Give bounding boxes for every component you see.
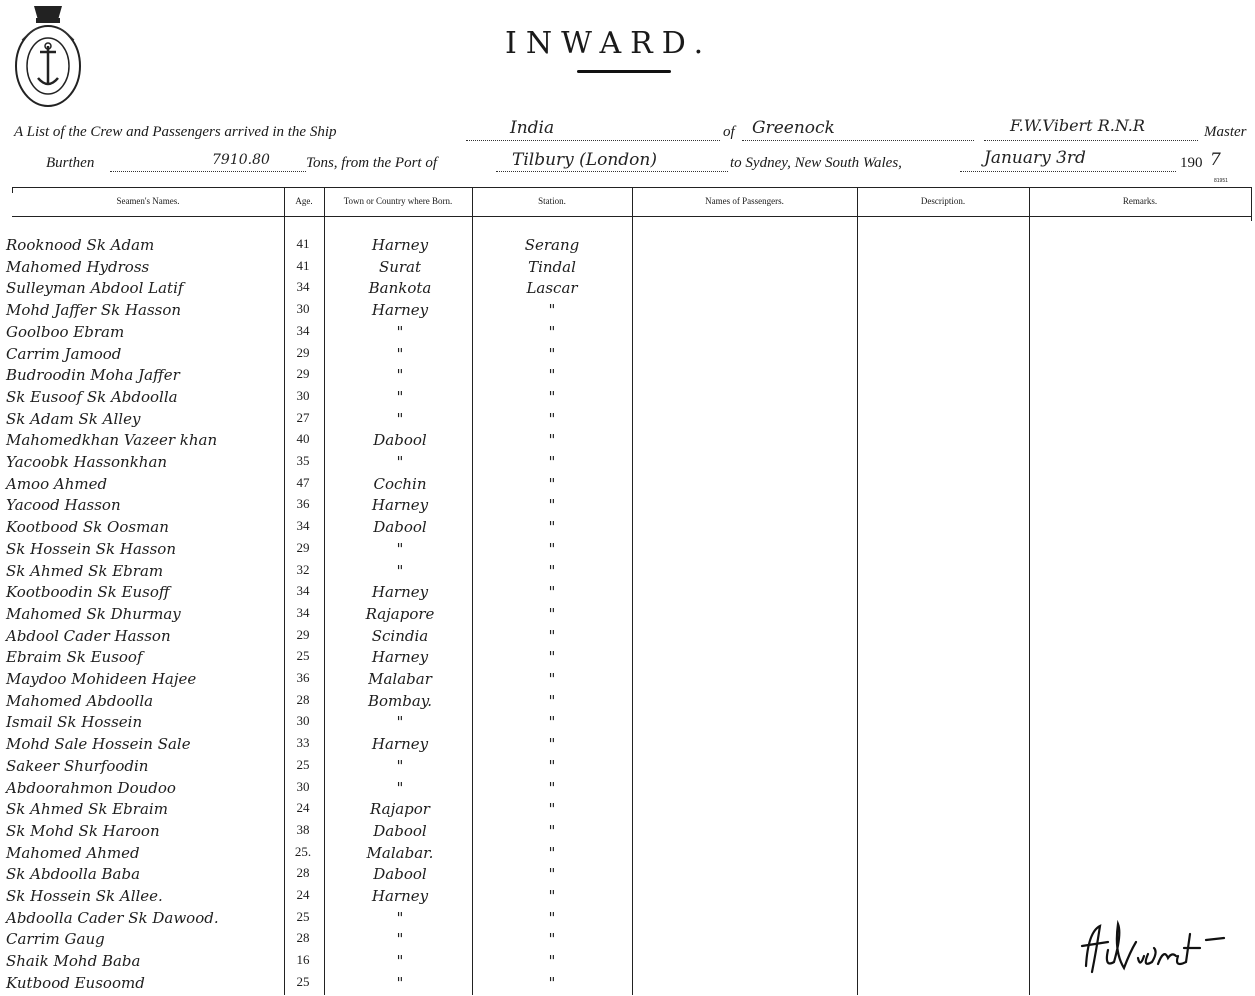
crew-birthplace: Harney bbox=[371, 735, 429, 754]
crew-age: 30 bbox=[296, 778, 310, 794]
crew-birthplace: Malabar. bbox=[366, 843, 434, 862]
crew-row bbox=[0, 713, 1255, 735]
crew-station: " bbox=[548, 604, 556, 623]
crew-birthplace: " bbox=[396, 713, 404, 732]
crew-birthplace: " bbox=[396, 561, 404, 580]
crew-age: 25. bbox=[294, 843, 312, 859]
crew-station: " bbox=[548, 496, 556, 515]
crew-row bbox=[0, 627, 1255, 649]
master-label: Master bbox=[1204, 124, 1247, 140]
crew-station: " bbox=[548, 952, 556, 971]
crew-name: Kutbood Eusoomd bbox=[6, 973, 145, 992]
crew-birthplace: " bbox=[396, 387, 404, 406]
port-of-registry: Greenock bbox=[752, 118, 835, 138]
crew-name: Yacood Hasson bbox=[6, 496, 121, 515]
crew-row bbox=[0, 518, 1255, 540]
form-number: 81951 bbox=[1214, 178, 1228, 184]
crew-station: Tindal bbox=[528, 257, 576, 276]
crew-birthplace: Harney bbox=[371, 301, 429, 320]
crew-station: " bbox=[548, 778, 556, 797]
col-header-station: Station. bbox=[538, 196, 566, 206]
crew-name: Mohd Jaffer Sk Hasson bbox=[6, 301, 182, 320]
crew-birthplace: Dabool bbox=[373, 518, 427, 537]
crew-row bbox=[0, 583, 1255, 605]
crew-station: " bbox=[548, 821, 556, 840]
crew-row bbox=[0, 865, 1255, 887]
crew-age: 28 bbox=[296, 930, 310, 946]
crew-age: 36 bbox=[296, 496, 310, 512]
crew-age: 29 bbox=[296, 344, 310, 360]
crew-station: " bbox=[548, 930, 556, 949]
crew-age: 35 bbox=[296, 453, 310, 468]
crew-birthplace: " bbox=[396, 322, 404, 341]
crew-birthplace: Dabool bbox=[373, 431, 427, 450]
date-field-line bbox=[960, 171, 1176, 172]
crew-row bbox=[0, 345, 1255, 367]
crew-row bbox=[0, 887, 1255, 909]
crew-birthplace: Harney bbox=[371, 887, 429, 905]
crew-row bbox=[0, 670, 1255, 692]
crew-row bbox=[0, 431, 1255, 453]
master-signature bbox=[1078, 912, 1253, 992]
ship-name: India bbox=[510, 118, 555, 138]
crew-station: " bbox=[548, 366, 556, 385]
crew-age: 25 bbox=[296, 973, 310, 989]
crew-age: 28 bbox=[296, 691, 310, 707]
crew-station: Lascar bbox=[526, 279, 578, 298]
crew-name: Sk Eusoof Sk Abdoolla bbox=[6, 387, 178, 406]
crew-age: 36 bbox=[296, 670, 310, 685]
crew-birthplace: Cochin bbox=[373, 474, 427, 493]
crew-station: " bbox=[548, 800, 556, 819]
crew-station: " bbox=[548, 626, 556, 645]
crew-birthplace: Scindia bbox=[371, 626, 429, 645]
crew-row bbox=[0, 540, 1255, 562]
crew-row bbox=[0, 279, 1255, 301]
title-underline bbox=[577, 70, 671, 73]
crew-name: Rooknood Sk Adam bbox=[6, 236, 155, 254]
crew-age: 27 bbox=[296, 409, 310, 425]
crew-station: " bbox=[548, 431, 556, 450]
crew-age: 34 bbox=[296, 604, 310, 620]
crew-row bbox=[0, 757, 1255, 779]
crew-station: Serang bbox=[524, 236, 580, 254]
crew-birthplace: Rajapore bbox=[365, 604, 435, 623]
crew-age: 41 bbox=[296, 236, 310, 251]
burthen-label: Burthen bbox=[46, 155, 95, 171]
crew-name: Budroodin Moha Jaffer bbox=[6, 366, 180, 385]
crew-birthplace: " bbox=[396, 973, 404, 992]
crew-age: 25 bbox=[296, 648, 310, 664]
crew-name: Sk Ahmed Sk Ebraim bbox=[6, 800, 168, 819]
crew-row bbox=[0, 974, 1255, 996]
crew-name: Goolboo Ebram bbox=[6, 322, 125, 341]
crew-station: " bbox=[548, 887, 556, 905]
crew-birthplace: Malabar bbox=[368, 670, 432, 688]
crew-station: " bbox=[548, 865, 556, 884]
crew-birthplace: Harney bbox=[371, 583, 429, 602]
crew-station: " bbox=[548, 756, 556, 775]
crew-row bbox=[0, 475, 1255, 497]
crew-row bbox=[0, 735, 1255, 757]
crew-name: Sk Mohd Sk Haroon bbox=[6, 821, 160, 840]
crew-birthplace: Bombay. bbox=[367, 691, 433, 710]
crew-row bbox=[0, 930, 1255, 952]
of-label: of bbox=[723, 124, 735, 140]
crew-name: Sk Adam Sk Alley bbox=[6, 409, 141, 428]
crew-station: " bbox=[548, 561, 556, 580]
crew-row bbox=[0, 388, 1255, 410]
from-port: Tilbury (London) bbox=[512, 150, 657, 170]
crew-name: Carrim Gaug bbox=[6, 930, 105, 949]
crew-station: " bbox=[548, 474, 556, 493]
crew-row bbox=[0, 692, 1255, 714]
crew-station: " bbox=[548, 648, 556, 667]
crew-age: 29 bbox=[296, 626, 310, 642]
crew-age: 33 bbox=[296, 735, 310, 751]
crew-age: 16 bbox=[296, 952, 310, 968]
crew-birthplace: Harney bbox=[371, 496, 429, 515]
crew-birthplace: " bbox=[396, 930, 404, 949]
crew-age: 34 bbox=[296, 322, 310, 338]
crew-age: 29 bbox=[296, 366, 310, 382]
crew-name: Mahomedkhan Vazeer khan bbox=[6, 431, 218, 450]
tons-label: Tons, from the Port of bbox=[306, 155, 437, 171]
crew-age: 24 bbox=[296, 800, 310, 816]
crew-station: " bbox=[548, 735, 556, 754]
crew-station: " bbox=[548, 583, 556, 602]
crew-name: Mahomed Sk Dhurmay bbox=[6, 604, 181, 623]
crew-birthplace: " bbox=[396, 539, 404, 558]
crew-name: Sk Hossein Sk Hasson bbox=[6, 539, 176, 558]
crew-station: " bbox=[548, 344, 556, 363]
crew-age: 28 bbox=[296, 865, 310, 881]
crew-age: 34 bbox=[296, 518, 310, 534]
page-title: INWARD. bbox=[505, 26, 713, 61]
crew-age: 34 bbox=[296, 279, 310, 295]
crew-row bbox=[0, 496, 1255, 518]
crew-station: " bbox=[548, 713, 556, 732]
crew-row bbox=[0, 323, 1255, 345]
crew-row bbox=[0, 822, 1255, 844]
crew-birthplace: " bbox=[396, 756, 404, 775]
to-label: to Sydney, New South Wales, bbox=[730, 155, 902, 171]
crew-row bbox=[0, 410, 1255, 432]
crew-station: " bbox=[548, 387, 556, 406]
crew-row bbox=[0, 236, 1255, 258]
master-name: F.W.Vibert R.N.R bbox=[1010, 116, 1145, 135]
crew-name: Mohd Sale Hossein Sale bbox=[6, 735, 191, 754]
crew-name: Mahomed Ahmed bbox=[6, 843, 140, 862]
year-suffix: 7 bbox=[1210, 150, 1221, 170]
crew-age: 34 bbox=[296, 583, 310, 599]
crew-row bbox=[0, 909, 1255, 931]
arrival-date: January 3rd bbox=[984, 148, 1086, 168]
crew-birthplace: " bbox=[396, 409, 404, 428]
from-port-field-line bbox=[496, 171, 728, 172]
crew-age: 38 bbox=[296, 821, 310, 837]
crew-name: Sakeer Shurfoodin bbox=[6, 756, 149, 775]
crew-station: " bbox=[548, 518, 556, 537]
crew-age: 30 bbox=[296, 713, 310, 729]
col-header-remarks: Remarks. bbox=[1122, 196, 1158, 206]
crew-row bbox=[0, 453, 1255, 475]
registry-field-line bbox=[742, 140, 974, 141]
crew-birthplace: Harney bbox=[371, 648, 429, 667]
table-left-edge bbox=[12, 187, 13, 193]
crew-name: Shaik Mohd Baba bbox=[6, 952, 141, 971]
col-header-passengers: Names of Passengers. bbox=[705, 196, 784, 206]
crew-name: Sulleyman Abdool Latif bbox=[6, 279, 184, 298]
crew-row bbox=[0, 800, 1255, 822]
crew-birthplace: " bbox=[396, 344, 404, 363]
crew-row bbox=[0, 258, 1255, 280]
crew-birthplace: Dabool bbox=[373, 865, 427, 884]
header-line1-prefix: A List of the Crew and Passengers arrived in the Ship bbox=[14, 124, 337, 140]
crew-birthplace: " bbox=[396, 908, 404, 927]
crew-station: " bbox=[548, 670, 556, 688]
table-right-edge bbox=[1251, 187, 1252, 221]
ship-field-line bbox=[466, 140, 720, 141]
crew-birthplace: " bbox=[396, 952, 404, 971]
crew-age: 25 bbox=[296, 908, 310, 924]
crew-name: Kootboodin Sk Eusoff bbox=[6, 583, 170, 602]
crew-name: Kootbood Sk Oosman bbox=[6, 518, 169, 537]
crew-station: " bbox=[548, 908, 556, 927]
crew-birthplace: Rajapor bbox=[370, 800, 430, 819]
crew-station: " bbox=[548, 322, 556, 341]
crew-name: Sk Abdoolla Baba bbox=[6, 865, 141, 884]
col-header-description: Description. bbox=[920, 196, 966, 206]
crew-name: Mahomed Hydross bbox=[6, 257, 150, 276]
crew-station: " bbox=[548, 409, 556, 428]
crew-age: 24 bbox=[296, 887, 310, 902]
crew-birthplace: Harney bbox=[371, 236, 429, 254]
crew-row bbox=[0, 301, 1255, 323]
crew-age: 30 bbox=[296, 301, 310, 317]
crew-birthplace: Dabool bbox=[373, 821, 427, 840]
crew-station: " bbox=[548, 973, 556, 992]
crew-age: 30 bbox=[296, 387, 310, 403]
crew-birthplace: Bankota bbox=[368, 279, 432, 298]
crew-age: 29 bbox=[296, 539, 310, 555]
crew-name: Maydoo Mohideen Hajee bbox=[6, 670, 197, 688]
crew-age: 40 bbox=[296, 431, 310, 447]
crew-row bbox=[0, 844, 1255, 866]
crew-name: Sk Hossein Sk Allee. bbox=[6, 887, 163, 905]
crew-age: 47 bbox=[296, 474, 310, 490]
crew-age: 41 bbox=[296, 257, 310, 273]
crew-row bbox=[0, 779, 1255, 801]
crew-age: 25 bbox=[296, 756, 310, 772]
burthen-value: 7910.80 bbox=[212, 152, 270, 168]
crew-name: Carrim Jamood bbox=[6, 344, 122, 363]
crew-name: Abdool Cader Hasson bbox=[6, 626, 171, 645]
crew-row bbox=[0, 605, 1255, 627]
master-field-line bbox=[984, 140, 1198, 141]
crew-row bbox=[0, 952, 1255, 974]
col-header-town: Town or Country where Born. bbox=[343, 196, 453, 206]
crew-name: Amoo Ahmed bbox=[6, 474, 108, 493]
crew-birthplace: " bbox=[396, 366, 404, 385]
crew-name: Abdoorahmon Doudoo bbox=[6, 778, 176, 797]
crew-station: " bbox=[548, 539, 556, 558]
crew-age: 32 bbox=[296, 561, 310, 577]
crew-name: Abdoolla Cader Sk Dawood. bbox=[6, 908, 219, 927]
shipping-master-seal-logo bbox=[12, 0, 84, 110]
burthen-field-line bbox=[110, 171, 306, 172]
crew-row bbox=[0, 648, 1255, 670]
crew-name: Sk Ahmed Sk Ebram bbox=[6, 561, 164, 580]
crew-station: " bbox=[548, 691, 556, 710]
col-header-age: Age. bbox=[295, 196, 313, 206]
year-prefix: 190 bbox=[1180, 155, 1203, 171]
crew-station: " bbox=[548, 453, 556, 471]
crew-birthplace: " bbox=[396, 453, 404, 471]
crew-name: Mahomed Abdoolla bbox=[6, 691, 154, 710]
crew-name: Ismail Sk Hossein bbox=[6, 713, 143, 732]
crew-station: " bbox=[548, 301, 556, 320]
crew-birthplace: " bbox=[396, 778, 404, 797]
col-header-seamen: Seamen's Names. bbox=[116, 196, 180, 206]
crew-row bbox=[0, 562, 1255, 584]
crew-name: Yacoobk Hassonkhan bbox=[6, 453, 168, 471]
crew-station: " bbox=[548, 843, 556, 862]
crew-name: Ebraim Sk Eusoof bbox=[6, 648, 143, 667]
crew-birthplace: Surat bbox=[378, 257, 422, 276]
crew-row bbox=[0, 366, 1255, 388]
